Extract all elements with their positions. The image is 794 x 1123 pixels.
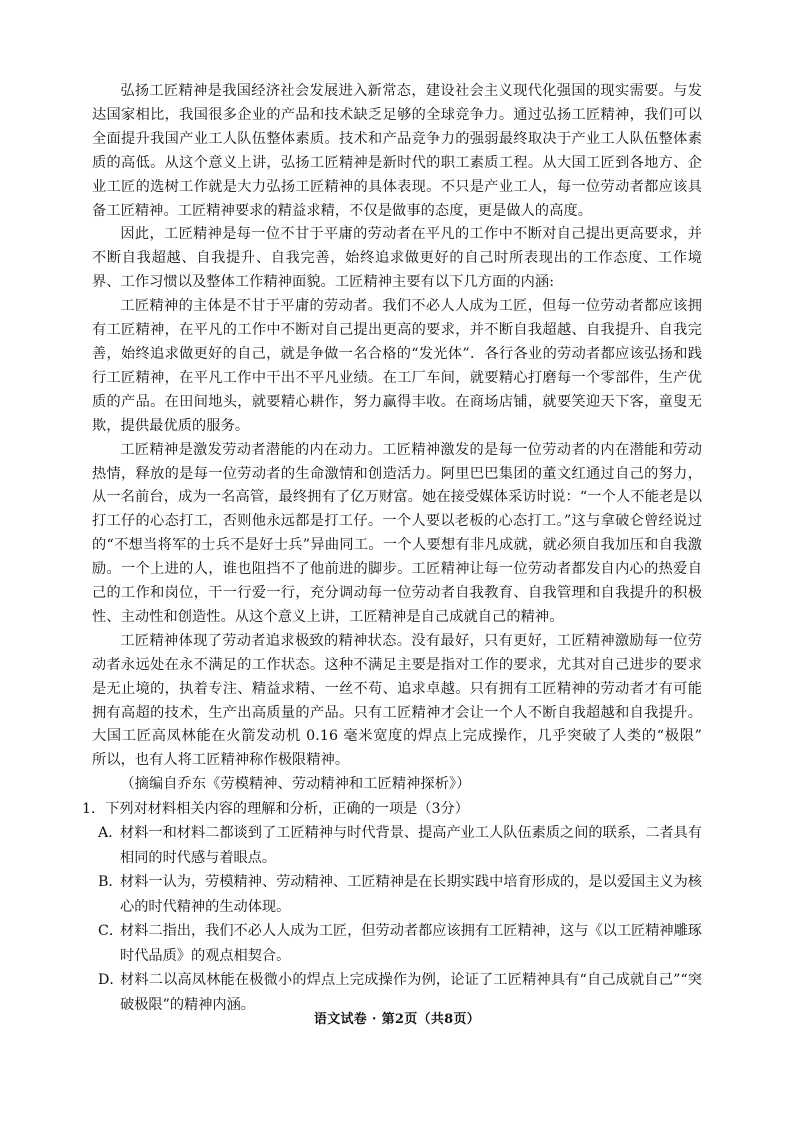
option-letter: C． (98, 923, 124, 940)
question-1 (82, 797, 702, 1017)
passage-paragraph-5: 工匠精神体现了劳动者追求极致的精神状态。没有最好，只有更好，工匠精神激励每一位劳动者永远处在永不满足的工作状态。这种不满足主要是指对工作的要求，尤其对自己进步的要求是无止境的，执着专注、精益求精、一丝不苟、追求卓越。只有拥有工匠精神的劳动者才有可能拥有高超的技术，生产出高质量的产品。只有工匠精神才会让一个人不断自我超越和自我提升。大国工匠高凤林能在火箭发动机 0.16 毫米宽度的焊点上完成操作，几乎突破了人类的“极限” 所以，也有人将工匠精神称作极限精神。 (92, 632, 717, 769)
passage-paragraph-2: 因此，工匠精神是每一位不甘于平庸的劳动者在平凡的工作中不断对自己提出更高要求，并不断自我超越、自我提升、自我完善，始终追求做更好的自己时所表现出的工作态度、工作境界、工作习惯以及整体工作精神面貌。工匠精神主要有以下几方面的内涵: (92, 226, 702, 291)
option-letter: A． (98, 825, 123, 842)
page-footer: 语文试卷 · 第2页（共8页） (313, 1012, 481, 1027)
option-text: 材料二以高凤林能在极微小的焊点上完成操作为例，论证了工匠精神具有“自己成就自己”“突破极限”的精神内涵。 (120, 972, 702, 1013)
passage-paragraph-4: 工匠精神是激发劳动者潜能的内在动力。工匠精神激发的是每一位劳动者的内在潜能和劳动热情，释放的是每一位劳动者的生命激情和创造活力。阿里巴巴集团的董文红通过自己的努力，从一名前台，成为一名高管，最终拥有了亿万财富。她在接受媒体采访时说：“一个人不能老是以打工仔的心态打工，否则他永远都是打工仔。一个人要以老板的心态打工。”这与拿破仑曾经说过的“不想当将军的士兵不是好士兵”异曲同工。一个人要想有非凡成就，就必须自我加压和自我激励。一个上进的人，谁也阻挡不了他前进的脚步。工匠精神让每一位劳动者都发自内心的热爱自己的工作和岗位，干一行爱一行，充分调动每一位劳动者自我教育、自我管理和自我提升的积极性、主动性和创造性。从这个意义上讲，工匠精神是自己成就自己的精神。 (92, 441, 702, 625)
option-letter: B． (98, 874, 123, 891)
option-c (98, 919, 702, 968)
passage-source: （摘编自乔东《劳模精神、劳动精神和工匠精神探析》） (120, 776, 471, 793)
question-stem: 1．下列对材料相关内容的理解和分析，正确的一项是（3分） (82, 801, 469, 818)
option-text: 材料一认为，劳模精神、劳动精神、工匠精神是在长期实践中培育形成的，是以爱国主义为核心的时代精神的生动体现。 (120, 874, 702, 915)
option-a (98, 821, 702, 870)
option-text: 材料一和材料二都谈到了工匠精神与时代背景、提高产业工人队伍素质之间的联系，二者具有相同的时代感与着眼点。 (120, 825, 702, 866)
passage-paragraph-3: 工匠精神的主体是不甘于平庸的劳动者。我们不必人人成为工匠，但每一位劳动者都应该拥有工匠精神，在平凡的工作中不断对自己提出更高的要求，并不断自我超越、自我提升、自我完善，始终追求做更好的自己，就是争做一名合格的“发光体”．各行各业的劳动者都应该弘扬和践行工匠精神，在平凡工作中干出不平凡业绩。在工厂车间，就要精心打磨每一个零部件，生产优质的产品。在田间地头，就要精心耕作，努力赢得丰收。在商场店铺，就要笑迎天下客，童叟无欺，提供最优质的服务。 (92, 298, 702, 434)
option-letter: D． (98, 972, 124, 989)
option-text: 材料二指出，我们不必人人成为工匠，但劳动者都应该拥有工匠精神，这与《以工匠精神雕琢时代品质》的观点相契合。 (120, 923, 702, 964)
option-b (98, 870, 702, 919)
passage-paragraph-1: 弘扬工匠精神是我国经济社会发展进入新常态，建设社会主义现代化强国的现实需要。与发达国家相比，我国很多企业的产品和技术缺乏足够的全球竞争力。通过弘扬工匠精神，我们可以全面提升我国产业工人队伍整体素质。技术和产品竞争力的强弱最终取决于产业工人队伍整体素质的高低。从这个意义上讲，弘扬工匠精神是新时代的职工素质工程。从大国工匠到各地方、企业工匠的选树工作就是大力弘扬工匠精神的具体表现。不只是产业工人，每一位劳动者都应该具备工匠精神。工匠精神要求的精益求精，不仅是做事的态度，更是做人的高度。 (92, 83, 702, 219)
reading-passage (92, 80, 717, 797)
